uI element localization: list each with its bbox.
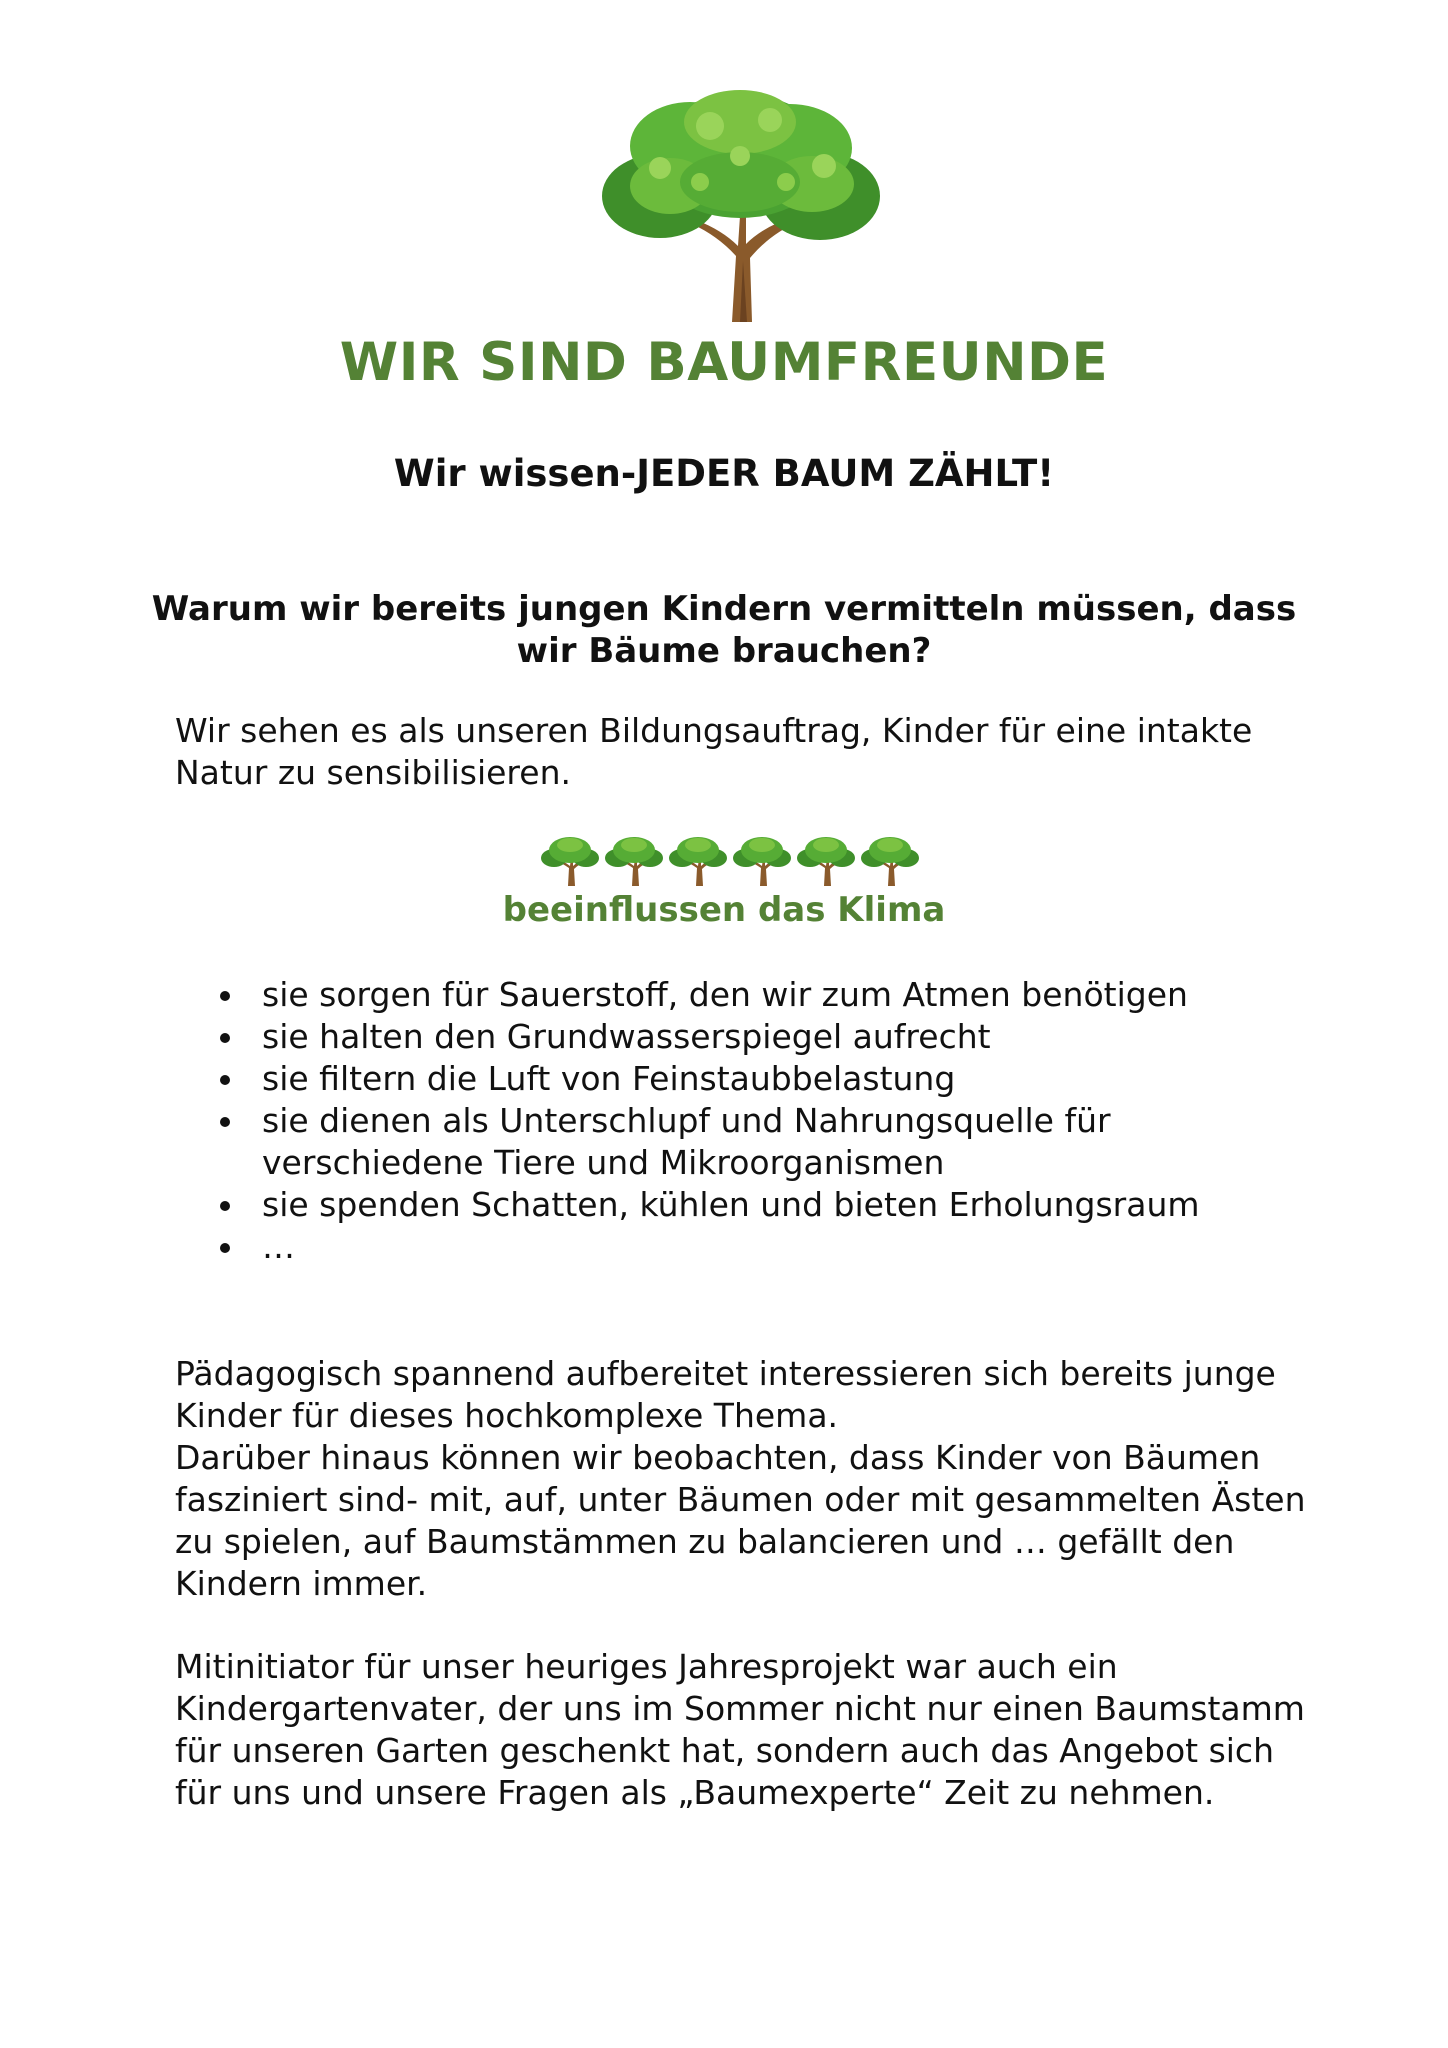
list-item: sie spenden Schatten, kühlen und bieten Erholungsraum (0, 1184, 1300, 1226)
small-tree-icon (604, 836, 664, 886)
list-item: sie halten den Grundwasserspiegel aufrecht (0, 1016, 1300, 1058)
bullet-icon (220, 1033, 230, 1043)
list-item: … (0, 1226, 1300, 1268)
list-item: sie filtern die Luft von Feinstaubbelastung (0, 1058, 1300, 1100)
small-tree-icon (540, 836, 600, 886)
bullet-icon (220, 1201, 230, 1211)
bullet-icon (220, 1075, 230, 1085)
bullet-icon (220, 1243, 230, 1253)
page-subtitle: Wir wissen-JEDER BAUM ZÄHLT! (393, 452, 1055, 495)
bullet-icon (220, 1117, 230, 1127)
list-item: sie sorgen für Sauerstoff, den wir zum Atmen benötigen (0, 974, 1300, 1016)
project-paragraph: Mitinitiator für unser heuriges Jahresprojekt war auch ein Kindergartenvater, der uns im Sommer nicht nur einen Baumstamm für unseren Garten geschenkt hat, sondern auch das Angebot sich für uns und unsere Fragen als „Baumexperte“ Zeit zu nehmen. (175, 1647, 1305, 1812)
small-tree-icon (668, 836, 728, 886)
benefits-list (0, 974, 1300, 1268)
tree-row (540, 836, 920, 886)
small-tree-icon (732, 836, 792, 886)
klima-heading: beeinflussen das Klima (502, 890, 946, 930)
pedagogy-paragraph: Pädagogisch spannend aufbereitet interessieren sich bereits junge Kinder für dieses hochkomplexe Thema. Darüber hinaus können wir beobachten, dass Kinder von Bäumen fasziniert sind- mit, auf, unter Bäumen oder mit gesammelten Ästen zu spielen, auf Baumstämmen zu balancieren und … gefällt den Kindern immer. (175, 1354, 1306, 1603)
question-heading: Warum wir bereits jungen Kindern vermitteln müssen, dass wir Bäume brauchen? (151, 589, 1297, 671)
small-tree-icon (796, 836, 856, 886)
small-tree-icon (860, 836, 920, 886)
intro-paragraph: Wir sehen es als unseren Bildungsauftrag, Kinder für eine intakte Natur zu sensibilisieren. (175, 711, 1253, 792)
tree-icon (600, 86, 880, 322)
page-title: WIR SIND BAUMFREUNDE (339, 332, 1109, 393)
list-item: sie dienen als Unterschlupf und Nahrungsquelle für verschiedene Tiere und Mikroorganismen (0, 1100, 1300, 1184)
bullet-icon (220, 991, 230, 1001)
